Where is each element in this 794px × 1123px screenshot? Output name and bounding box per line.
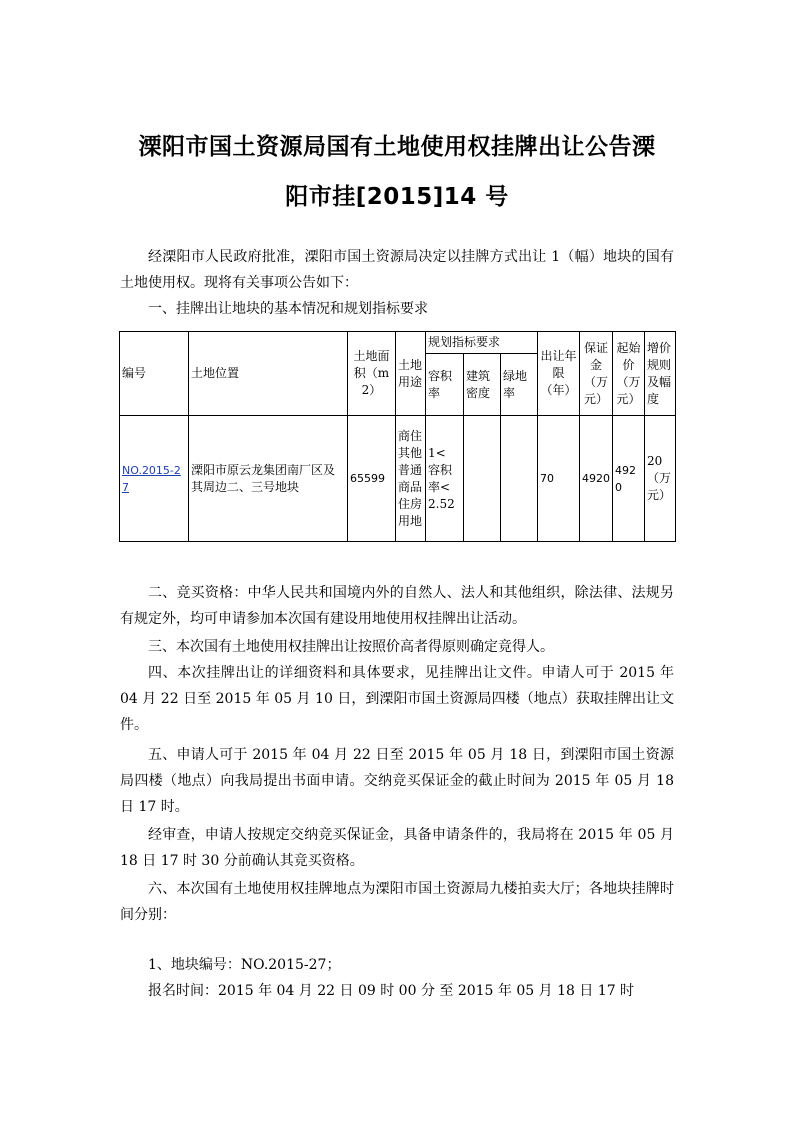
header-location: 土地位置 [189, 332, 348, 416]
table-row [120, 416, 676, 542]
header-green-ratio: 绿地率 [501, 354, 538, 416]
cell-term: 70 [538, 416, 580, 542]
land-parcel-table [119, 331, 676, 542]
intro-paragraph: 经溧阳市人民政府批准，溧阳市国土资源局决定以挂牌方式出让 1（幅）地块的国有土地使用权。现将有关事项公告如下： [120, 249, 674, 291]
page-title-line-2: 阳市挂[2015]14 号 [285, 184, 509, 210]
registration-time: 报名时间：2015 年 04 月 22 日 09 时 00 分 至 2015 年 05 月 18 日 17 时 [148, 983, 635, 999]
header-use: 土地用途 [396, 332, 426, 416]
cell-deposit: 4920 [580, 416, 613, 542]
cell-number[interactable] [120, 416, 189, 542]
cell-location: 溧阳市原云龙集团南厂区及其周边二、三号地块 [189, 416, 348, 542]
parcel-number-link[interactable]: NO.2015-27 [122, 463, 181, 494]
cell-start-price: 4920 [613, 416, 645, 542]
cell-green-ratio [501, 416, 538, 542]
cell-density [464, 416, 501, 542]
header-density: 建筑密度 [464, 354, 501, 416]
section-3-paragraph: 三、本次国有土地使用权挂牌出让按照价高者得原则确定竞得人。 [148, 639, 554, 655]
header-area: 土地面积（m2） [348, 332, 396, 416]
review-paragraph: 经审查，申请人按规定交纳竞买保证金，具备申请条件的，我局将在 2015 年 05 月 18 日 17 时 30 分前确认其竞买资格。 [120, 827, 674, 869]
header-start-price: 起始价（万元） [613, 332, 645, 416]
section-5-paragraph: 五、申请人可于 2015 年 04 月 22 日至 2015 年 05 月 18 日，到溧阳市国土资源局四楼（地点）向我局提出书面申请。交纳竞买保证金的截止时间为 2015 年 05 月 18 日 17 时。 [120, 747, 674, 815]
cell-plot-ratio: 1< 容积率<2.52 [426, 416, 464, 542]
header-increment: 增价规则及幅度 [645, 332, 676, 416]
header-deposit: 保证金（万元） [580, 332, 613, 416]
section-1-heading: 一、挂牌出让地块的基本情况和规划指标要求 [148, 301, 428, 317]
header-plan-group: 规划指标要求 [426, 332, 538, 354]
section-6-paragraph: 六、本次国有土地使用权挂牌地点为溧阳市国土资源局九楼拍卖大厅；各地块挂牌时间分别： [120, 881, 674, 923]
header-plot-ratio: 容积率 [426, 354, 464, 416]
cell-increment: 20（万元） [645, 416, 676, 542]
section-2-paragraph: 二、竞买资格：中华人民共和国境内外的自然人、法人和其他组织，除法律、法规另有规定外，均可申请参加本次国有建设用地使用权挂牌出让活动。 [120, 585, 674, 627]
parcel-label: 1、地块编号：NO.2015-27； [148, 957, 341, 973]
header-term: 出让年限（年） [538, 332, 580, 416]
header-number: 编号 [120, 332, 189, 416]
cell-area: 65599 [348, 416, 396, 542]
cell-use: 商住其他普通商品住房用地 [396, 416, 426, 542]
section-4-paragraph: 四、本次挂牌出让的详细资料和具体要求，见挂牌出让文件。申请人可于 2015 年 04 月 22 日至 2015 年 05 月 10 日，到溧阳市国土资源局四楼（地点）获取挂牌出让文件。 [120, 665, 674, 733]
page-title-line-1: 溧阳市国土资源局国有土地使用权挂牌出让公告溧 [138, 134, 656, 160]
